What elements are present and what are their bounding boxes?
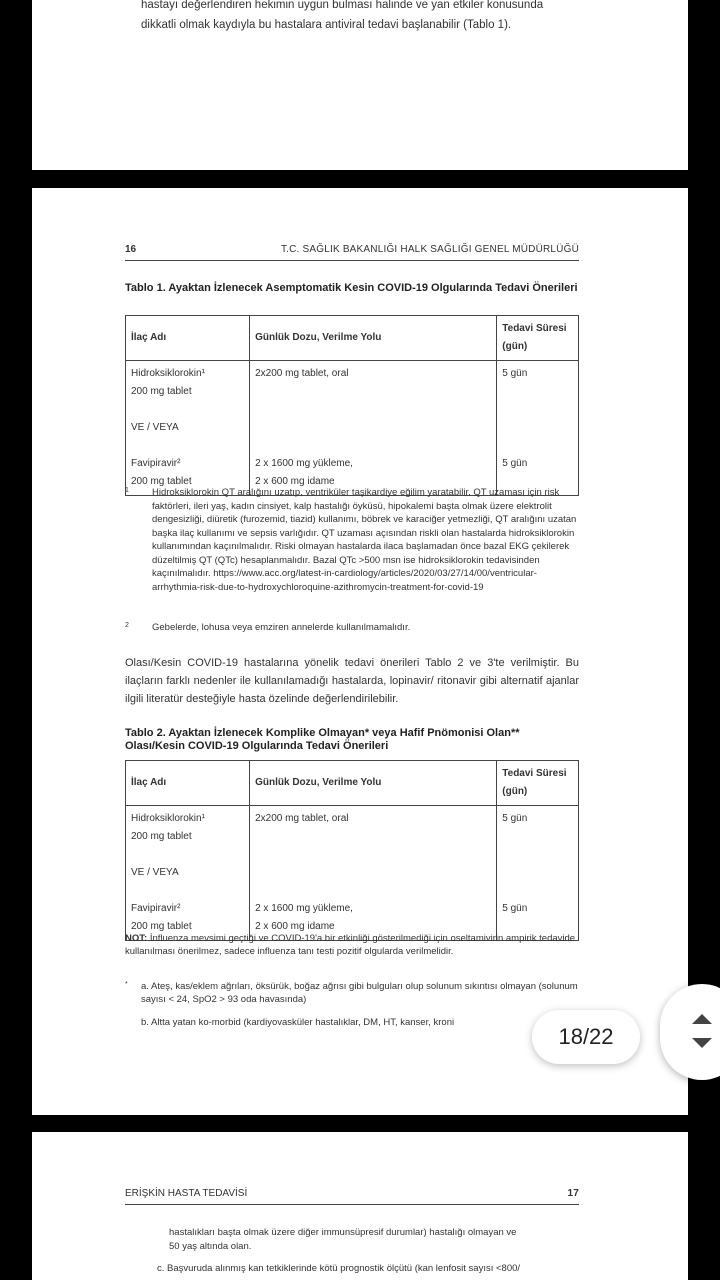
header-cell: İlaç Adı [126,316,250,361]
text-line: 50 yaş altında olan. [169,1241,252,1252]
cell-line: Hidroksiklorokin¹ [131,813,205,824]
dose-cell [250,806,497,941]
text-line: hastalıkları başta olmak üzere diğer immunsüpresif durumlar) hastalığı olmayan ve [169,1227,517,1238]
chevron-up-icon[interactable] [692,1014,712,1024]
footnote-marker: 1 [125,487,129,494]
note [125,932,579,958]
cell-line: 200 mg tablet [131,386,192,397]
cell-line: 2x200 mg tablet, oral [255,813,349,824]
header-cell: Günlük Dozu, Verilme Yolu [250,316,497,361]
cell-line: 2 x 1600 mg yükleme, [255,458,353,469]
footnote-2 [125,621,579,635]
cell-line: 200 mg tablet [131,831,192,842]
body-paragraph: Olası/Kesin COVID-19 hastalarına yönelik tedavi önerileri Tablo 2 ve 3'te verilmiştir. Bu ilaçların farklı nedenler ile kullanılamadığı hastalarda, lopinavir/ ritonavir gibi alternatif ajanlar ilgili literatür desteğiyle hasta özelinde değerlendirilebilir. [125,657,579,705]
running-title: ERİŞKİN HASTA TEDAVİSİ [125,1188,248,1199]
table-header-row [126,316,579,361]
table-row [126,361,579,496]
cell-line: Favipiravir² [131,458,181,469]
asterisk-marker: * [125,981,128,988]
cell-line: 200 mg tablet [131,476,192,487]
criteria-b [125,1016,579,1029]
pdf-page-16 [32,188,688,1115]
cell-line: VE / VEYA [131,867,179,878]
page-indicator: 18/22 [532,1010,640,1064]
cell-line: VE / VEYA [131,422,179,433]
table1 [125,315,579,496]
chevron-down-icon[interactable] [692,1038,712,1048]
cell-line: 2 x 1600 mg yükleme, [255,903,353,914]
pdf-page-top [32,0,688,170]
cell-line: 5 gün [502,813,528,824]
criteria-a [125,980,579,1006]
table1-caption: Tablo 1. Ayaktan İzlenecek Asemptomatik Kesin COVID-19 Olgularında Tedavi Önerileri [125,282,578,294]
duration-cell [497,361,579,496]
text-line: dikkatli olmak kaydıyla bu hastalara antiviral tedavi başlanabilir (Tablo 1). [141,19,512,31]
header-cell: Tedavi Süresi (gün) [497,761,579,806]
header-cell: Günlük Dozu, Verilme Yolu [250,761,497,806]
criteria-text: a. Ateş, kas/eklem ağrıları, öksürük, boğaz ağrısı gibi bulguları olup solunum sıkıntısı olmayan (solunum sayısı < 24, SpO2 > 93 oda havasında) [141,981,578,1005]
text-line: hastayı değerlendiren hekimin uygun bulması halinde ve yan etkiler konusunda [141,0,544,11]
header-cell: İlaç Adı [126,761,250,806]
cell-line: 2 x 600 mg idame [255,476,335,487]
duration-cell [497,806,579,941]
cell-line: Hidroksiklorokin¹ [131,368,205,379]
drug-cell [126,361,250,496]
drug-cell [126,806,250,941]
note-text: İnfluenza mevsimi geçtiği ve COVID-19'a bir etkinliği gösterilmediği için oseltamivirin ampirik tedavide kullanılması önerilmez, sadece influenza tanı testi pozitif olgularda verilmelidir. [125,933,576,957]
table-row [126,806,579,941]
page-header [125,244,579,261]
cell-line: Favipiravir² [131,903,181,914]
footnote-text: Hidroksiklorokin QT aralığını uzatıp, ventriküler taşikardiye eğilim yaratabilir. QT uzaması için risk faktörleri, ileri yaş, kadın cinsiyet, kalp hastalığı öyküsü, hipokalemi başta olmak üzere elektrolit dengesizliği, diüretik (furozemid, tiazid) kullanımı, böbrek ve karaciğer yetmezliği, QT aralığını uzatan başka ilaç kullanımı ve sepsis varlığıdır. QT uzaması açısından riskli olan hastalarda hidroksiklorokin kullanımından kaçınılmalıdır. Riski olmayan hastalarda ilaca başlamadan önce bazal EKG çekilerek düzeltilmiş QT (QTc) hesaplanmalıdır. Bazal QTc >500 msn ise hidroksiklorokin tedavisinden kaçınılmalıdır. https://www.acc.org/latest-in-cardiology/articles/2020/03/27/14/00/ventricular-arrhythmia-risk-due-to-hydroxychloroquine-azithromycin-treatment-for-covid-19 [152,487,577,593]
table-header-row [126,761,579,806]
pdf-page-17 [32,1132,688,1280]
cell-line: 2x200 mg tablet, oral [255,368,349,379]
page-header [125,1188,579,1205]
cell-line: 2 x 600 mg idame [255,921,335,932]
criteria-text: b. Altta yatan ko-morbid (kardiyovasküler hastalıklar, DM, HT, kanser, kroni [141,1017,455,1028]
text-line: c. Başvuruda alınmış kan tetkiklerinde kötü prognostik ölçütü (kan lenfosit sayısı <800/ [157,1263,521,1274]
page-number: 17 [567,1188,579,1199]
cell-line: 5 gün [502,903,528,914]
footnote-text: Gebelerde, lohusa veya emziren annelerde kullanılmamalıdır. [152,622,411,633]
footnote-marker: 2 [125,622,129,629]
running-title: T.C. SAĞLIK BAKANLIĞI HALK SAĞLIĞI GENEL MÜDÜRLÜĞÜ [280,244,579,255]
cell-line: 200 mg tablet [131,921,192,932]
table2-caption: Tablo 2. Ayaktan İzlenecek Komplike Olmayan* veya Hafif Pnömonisi Olan** Olası/Kesin COVID-19 Olgularında Tedavi Önerileri [125,727,520,752]
header-cell: Tedavi Süresi (gün) [497,316,579,361]
page-number: 16 [125,244,137,255]
dose-cell [250,361,497,496]
footnote-1 [125,486,579,594]
table2 [125,760,579,941]
note-label: NOT: [125,933,148,944]
cell-line: 5 gün [502,458,528,469]
cell-line: 5 gün [502,368,528,379]
